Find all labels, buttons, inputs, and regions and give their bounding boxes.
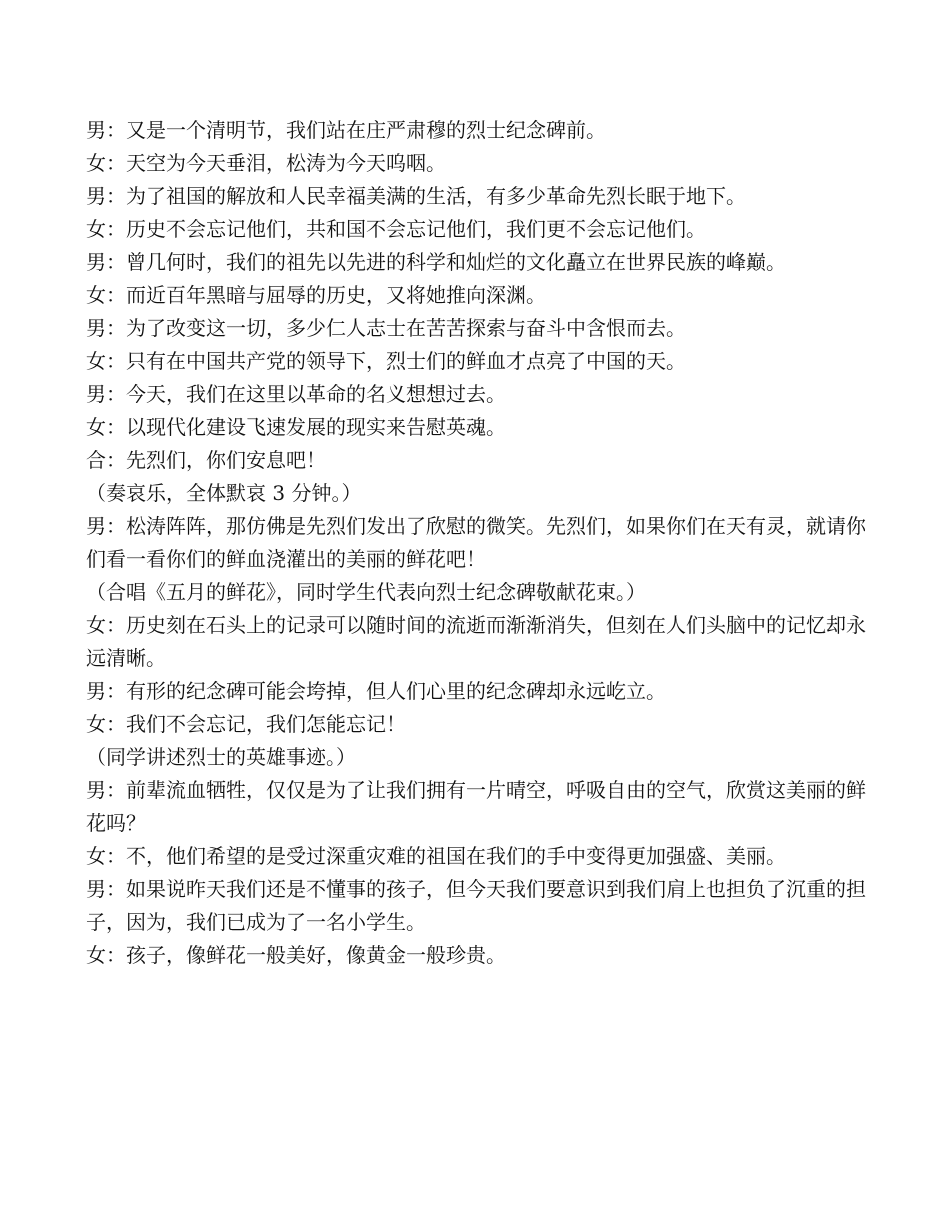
line-text: （合唱《五月的鲜花》，同时学生代表向烈士纪念碑敬献花束。） bbox=[86, 580, 646, 604]
script-line bbox=[86, 180, 866, 213]
speaker-label: 女： bbox=[86, 613, 126, 637]
script-line bbox=[86, 312, 866, 345]
line-text: 不，他们希望的是受过深重灾难的祖国在我们的手中变得更加强盛、美丽。 bbox=[126, 844, 786, 868]
script-line bbox=[86, 840, 866, 873]
script-line bbox=[86, 246, 866, 279]
line-text: 我们不会忘记，我们怎能忘记！ bbox=[126, 712, 406, 736]
speaker-label: 女： bbox=[86, 349, 126, 373]
script-line bbox=[86, 444, 866, 477]
stage-direction bbox=[86, 741, 866, 774]
speaker-label: 女： bbox=[86, 844, 126, 868]
script-line bbox=[86, 774, 866, 840]
line-text: 历史刻在石头上的记录可以随时间的流逝而渐渐消失，但刻在人们头脑中的记忆却永远清晰。 bbox=[86, 613, 866, 670]
speaker-label: 男： bbox=[86, 679, 126, 703]
script-line bbox=[86, 114, 866, 147]
script-line bbox=[86, 939, 866, 972]
speaker-label: 男： bbox=[86, 778, 126, 802]
line-text: （同学讲述烈士的英雄事迹。） bbox=[86, 745, 356, 769]
line-text: 有形的纪念碑可能会垮掉，但人们心里的纪念碑却永远屹立。 bbox=[126, 679, 666, 703]
speaker-label: 女： bbox=[86, 415, 126, 439]
speaker-label: 男： bbox=[86, 316, 126, 340]
script-line bbox=[86, 510, 866, 576]
line-text: 以现代化建设飞速发展的现实来告慰英魂。 bbox=[126, 415, 506, 439]
speaker-label: 女： bbox=[86, 217, 126, 241]
speaker-label: 女： bbox=[86, 943, 126, 967]
speaker-label: 男： bbox=[86, 250, 126, 274]
stage-direction bbox=[86, 576, 866, 609]
script-line bbox=[86, 378, 866, 411]
line-text: 历史不会忘记他们，共和国不会忘记他们，我们更不会忘记他们。 bbox=[126, 217, 706, 241]
stage-direction bbox=[86, 477, 866, 510]
line-text: 为了改变这一切，多少仁人志士在苦苦探索与奋斗中含恨而去。 bbox=[126, 316, 686, 340]
line-text: 而近百年黑暗与屈辱的历史，又将她推向深渊。 bbox=[126, 283, 546, 307]
speaker-label: 女： bbox=[86, 712, 126, 736]
line-text: 天空为今天垂泪，松涛为今天呜咽。 bbox=[126, 151, 446, 175]
speaker-label: 男： bbox=[86, 877, 126, 901]
line-text: 如果说昨天我们还是不懂事的孩子，但今天我们要意识到我们肩上也担负了沉重的担子，因为，我们已成为了一名小学生。 bbox=[86, 877, 866, 934]
speaker-label: 男： bbox=[86, 118, 126, 142]
line-text: 只有在中国共产党的领导下，烈士们的鲜血才点亮了中国的天。 bbox=[126, 349, 686, 373]
script-line bbox=[86, 411, 866, 444]
line-text: 为了祖国的解放和人民幸福美满的生活，有多少革命先烈长眠于地下。 bbox=[126, 184, 746, 208]
line-text: 又是一个清明节，我们站在庄严肃穆的烈士纪念碑前。 bbox=[126, 118, 606, 142]
line-text: 先烈们，你们安息吧！ bbox=[126, 448, 326, 472]
line-text: （奏哀乐，全体默哀 3 分钟。） bbox=[86, 481, 362, 505]
script-line bbox=[86, 609, 866, 675]
script-line bbox=[86, 279, 866, 312]
speaker-label: 男： bbox=[86, 184, 126, 208]
speaker-label: 女： bbox=[86, 283, 126, 307]
line-text: 前辈流血牺牲，仅仅是为了让我们拥有一片晴空，呼吸自由的空气，欣赏这美丽的鲜花吗？ bbox=[86, 778, 866, 835]
script-line bbox=[86, 345, 866, 378]
line-text: 曾几何时，我们的祖先以先进的科学和灿烂的文化矗立在世界民族的峰巅。 bbox=[126, 250, 786, 274]
script-line bbox=[86, 873, 866, 939]
script-line bbox=[86, 675, 866, 708]
speaker-label: 女： bbox=[86, 151, 126, 175]
script-line bbox=[86, 147, 866, 180]
script-line bbox=[86, 708, 866, 741]
speaker-label: 男： bbox=[86, 514, 126, 538]
line-text: 今天，我们在这里以革命的名义想想过去。 bbox=[126, 382, 506, 406]
speaker-label: 合： bbox=[86, 448, 126, 472]
line-text: 孩子，像鲜花一般美好，像黄金一般珍贵。 bbox=[126, 943, 506, 967]
line-text: 松涛阵阵，那仿佛是先烈们发出了欣慰的微笑。先烈们，如果你们在天有灵，就请你们看一看你们的鲜血浇灌出的美丽的鲜花吧！ bbox=[86, 514, 866, 571]
speaker-label: 男： bbox=[86, 382, 126, 406]
script-line bbox=[86, 213, 866, 246]
script-body bbox=[86, 114, 866, 972]
